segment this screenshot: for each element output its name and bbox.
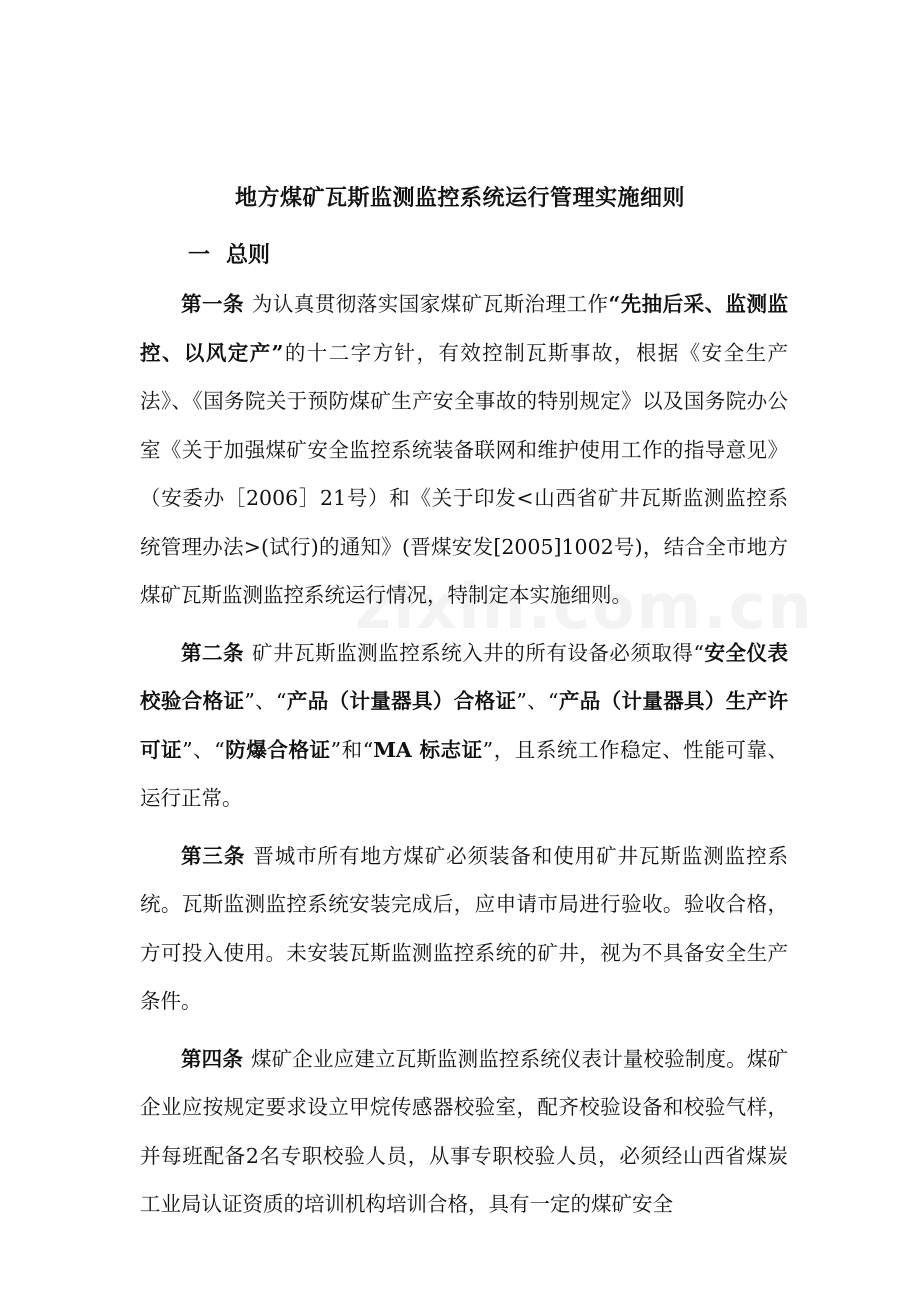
article-1-text-2: 的十二字方针，有效控制瓦斯事故，根据《安全生产法》、《国务院关于预防煤矿生产安全事故的特别规定》以及国务院办公室《关于加强煤矿安全监控系统装备联网和维护使用工作的指导意见》（安委办［2006］21号）和《关于印发<山西省矿井瓦斯监测监控系统管理办法>(试行)的通知》(晋煤安发[2005]1002号)，结合全市地方煤矿瓦斯监测监控系统运行情况，特制定本实施细则。 <box>140 340 788 607</box>
article-4 <box>140 1035 788 1229</box>
article-2-text-6: ”，且系统工作稳定、性能可靠、运行正常。 <box>140 737 789 810</box>
article-2-cert-4: 防爆合格证 <box>224 737 331 762</box>
article-2-cert-5: MA 标志证 <box>373 737 483 762</box>
article-2-cert-1: 安全仪表校验合格证 <box>140 640 789 713</box>
article-2-label: 第二条 <box>181 640 245 665</box>
article-2-text-5: ”和“ <box>330 737 374 762</box>
section-title: 总则 <box>226 242 271 268</box>
article-2-text-2: ”、“ <box>244 689 287 713</box>
article-1-text-1: 为认真贯彻落实国家煤矿瓦斯治理工作 <box>251 292 609 316</box>
article-4-label: 第四条 <box>181 1046 243 1071</box>
article-2 <box>140 629 788 823</box>
article-4-text-1: 煤矿企业应建立瓦斯监测监控系统仪表计量校验制度。煤矿企业应按规定要求设立甲烷传感器校验室，配齐校验设备和校验气样，并每班配备2名专职校验人员，从事专职校验人员，必须经山西省煤炭工业局认证资质的培训机构培训合格，具有一定的煤矿安全 <box>140 1046 789 1216</box>
article-2-text-3: ”、“ <box>516 689 559 713</box>
article-1-principle: “先抽后采、监测监控、以风定产” <box>140 292 789 365</box>
section-number: 一 <box>188 242 211 268</box>
article-2-cert-3: 产品（计量器具）生产许可证 <box>140 689 789 762</box>
document-title: 地方煤矿瓦斯监测监控系统运行管理实施细则 <box>234 185 685 211</box>
article-2-text-4: ”、“ <box>182 737 225 762</box>
article-3-text-1: 晋城市所有地方煤矿必须装备和使用矿井瓦斯监测监控系统。瓦斯监测监控系统安装完成后，应申请市局进行验收。验收合格，方可投入使用。未安装瓦斯监测监控系统的矿井，视为不具备安全生产条件。 <box>140 843 789 1013</box>
article-3-label: 第三条 <box>181 843 246 868</box>
article-2-text-1: 矿井瓦斯监测监控系统入井的所有设备必须取得“ <box>252 640 704 665</box>
article-2-cert-2: 产品（计量器具）合格证 <box>286 689 517 713</box>
section-heading <box>188 238 270 269</box>
article-1 <box>140 280 788 620</box>
article-3 <box>140 832 788 1026</box>
document-body <box>140 280 788 1238</box>
article-1-label: 第一条 <box>181 292 244 316</box>
